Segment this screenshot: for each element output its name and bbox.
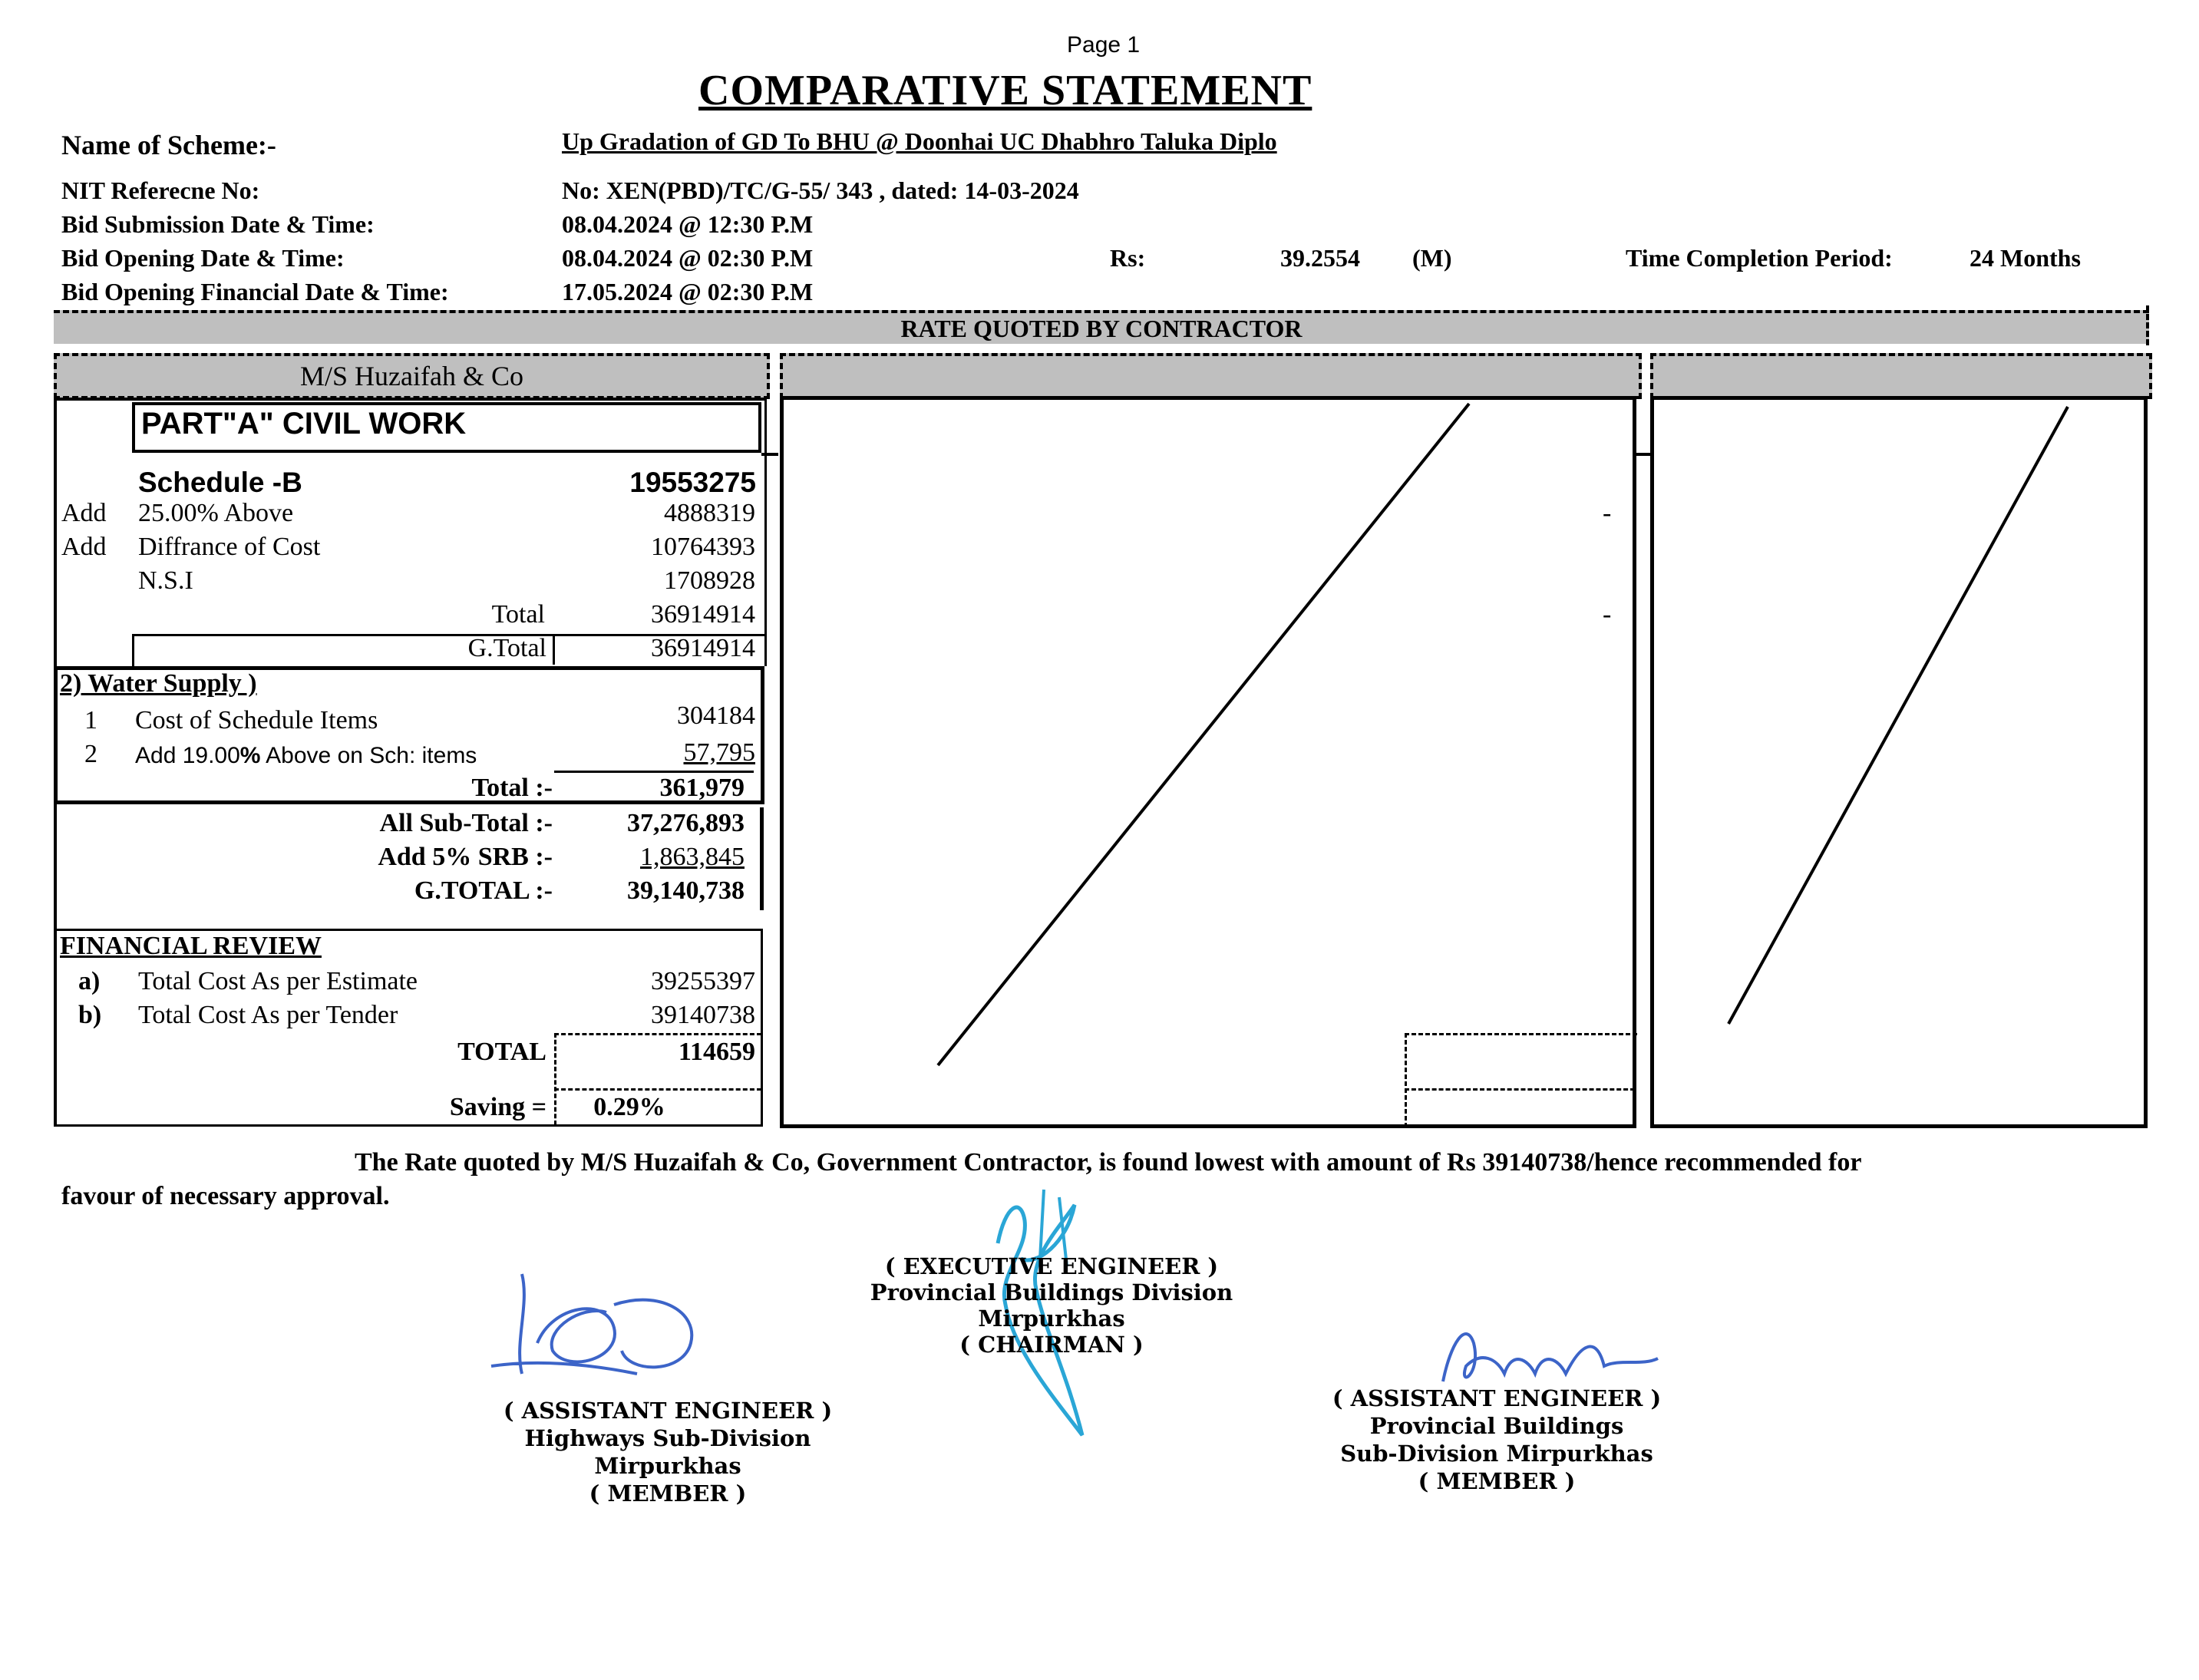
ws-value-2: 57,795	[683, 738, 755, 767]
chairman-line-2: Provincial Buildings Division	[870, 1279, 1233, 1305]
fin-key-b: b)	[78, 1001, 102, 1029]
ws-value-1: 304184	[677, 701, 755, 730]
col2-dash-2: -	[1603, 600, 1612, 629]
grand-total-value: 39,140,738	[627, 876, 745, 905]
time-completion-value: 24 Months	[1970, 244, 2081, 272]
member-right-line-3: Sub-Division Mirpurkhas	[1340, 1441, 1653, 1467]
ws-label-2-a: Add 19.00	[135, 743, 240, 768]
gtotal-label: G.Total	[467, 634, 546, 662]
financial-review-title: FINANCIAL REVIEW	[60, 932, 322, 960]
scheme-label: Name of Scheme:-	[61, 130, 276, 160]
member-right-line-4: ( MEMBER )	[1418, 1468, 1576, 1494]
chairman-line-1: ( EXECUTIVE ENGINEER )	[884, 1253, 1219, 1279]
ws-label-2-pct: %	[239, 743, 261, 768]
schedule-label: Schedule -B	[138, 467, 302, 498]
row-prefix-2: Add	[61, 533, 107, 561]
member-left-line-3: Mirpurkhas	[594, 1453, 741, 1479]
rs-unit: (M)	[1412, 244, 1452, 272]
page-title: COMPARATIVE STATEMENT	[698, 67, 1312, 114]
nit-value: No: XEN(PBD)/TC/G-55/ 343 , dated: 14-03-2024	[562, 177, 1079, 204]
ws-label-1: Cost of Schedule Items	[135, 706, 378, 734]
col2-dash-1: -	[1603, 499, 1612, 527]
fin-value-b: 39140738	[651, 1001, 755, 1029]
ws-label-2-b: Above on Sch: items	[260, 743, 477, 768]
bid-submission-value: 08.04.2024 @ 12:30 P.M	[562, 210, 814, 238]
row-prefix-1: Add	[61, 499, 107, 527]
row-label-2: Diffrance of Cost	[138, 533, 321, 561]
row-value-3: 1708928	[664, 566, 755, 595]
srb-label: Add 5% SRB :-	[378, 843, 553, 871]
row-value-1: 4888319	[664, 499, 755, 527]
part-a-title: PART"A" CIVIL WORK	[141, 407, 467, 441]
member-left-line-1: ( ASSISTANT ENGINEER )	[503, 1398, 833, 1424]
rs-value: 39.2554	[1280, 244, 1360, 272]
nit-label: NIT Referecne No:	[61, 177, 260, 204]
rs-label: Rs:	[1110, 244, 1146, 272]
sub-total-value: 37,276,893	[627, 809, 745, 837]
fin-total-value: 114659	[678, 1038, 755, 1066]
member-right-line-2: Provincial Buildings	[1369, 1413, 1624, 1439]
col2-strike-line	[938, 404, 1469, 1065]
bid-submission-label: Bid Submission Date & Time:	[61, 210, 375, 238]
member-left-line-2: Highways Sub-Division	[524, 1425, 811, 1451]
srb-value: 1,863,845	[640, 843, 745, 871]
fin-key-a: a)	[78, 967, 101, 995]
scheme-value: Up Gradation of GD To BHU @ Doonhai UC Dhabhro Taluka Diplo	[562, 127, 1277, 155]
fin-label-b: Total Cost As per Tender	[138, 1001, 398, 1029]
contractor-header: M/S Huzaifah & Co	[54, 353, 770, 399]
fin-value-a: 39255397	[651, 967, 755, 995]
gtotal-value: 36914914	[651, 634, 755, 662]
water-supply-title: 2) Water Supply )	[60, 669, 257, 698]
row-label-1: 25.00% Above	[138, 499, 294, 527]
chairman-line-4: ( CHAIRMAN )	[959, 1332, 1144, 1358]
ws-no-2: 2	[84, 740, 97, 768]
total-value: 36914914	[651, 600, 755, 629]
col3-strike-line	[1728, 407, 2068, 1024]
row-label-3: N.S.I	[138, 566, 193, 595]
member-right-line-1: ( ASSISTANT ENGINEER )	[1332, 1385, 1662, 1411]
ws-total-value: 361,979	[659, 774, 745, 802]
rate-quoted-bar: RATE QUOTED BY CONTRACTOR	[54, 310, 2149, 344]
schedule-value: 19553275	[629, 467, 756, 498]
bid-financial-value: 17.05.2024 @ 02:30 P.M	[562, 278, 814, 305]
ws-total-label: Total :-	[471, 774, 553, 802]
sub-total-label: All Sub-Total :-	[379, 809, 553, 837]
ws-no-1: 1	[84, 706, 97, 734]
recommendation-line-2: favour of necessary approval.	[61, 1182, 390, 1210]
saving-label: Saving =	[449, 1093, 546, 1121]
page-number: Page 1	[1067, 32, 1141, 58]
bid-opening-value: 08.04.2024 @ 02:30 P.M	[562, 244, 814, 272]
fin-total-label: TOTAL	[457, 1038, 546, 1066]
recommendation-line-1: The Rate quoted by M/S Huzaifah & Co, Government Contractor, is found lowest with amount of Rs 39140738/hence recommended for	[355, 1148, 1862, 1177]
saving-value: 0.29%	[593, 1093, 665, 1121]
member-left-signature	[476, 1259, 706, 1397]
total-label: Total	[491, 600, 545, 629]
row-value-2: 10764393	[651, 533, 755, 561]
time-completion-label: Time Completion Period:	[1626, 244, 1893, 272]
bid-financial-label: Bid Opening Financial Date & Time:	[61, 278, 449, 305]
bid-opening-label: Bid Opening Date & Time:	[61, 244, 345, 272]
member-left-line-4: ( MEMBER )	[589, 1480, 747, 1507]
chairman-line-3: Mirpurkhas	[978, 1305, 1125, 1332]
fin-label-a: Total Cost As per Estimate	[138, 967, 418, 995]
grand-total-label: G.TOTAL :-	[414, 876, 553, 905]
